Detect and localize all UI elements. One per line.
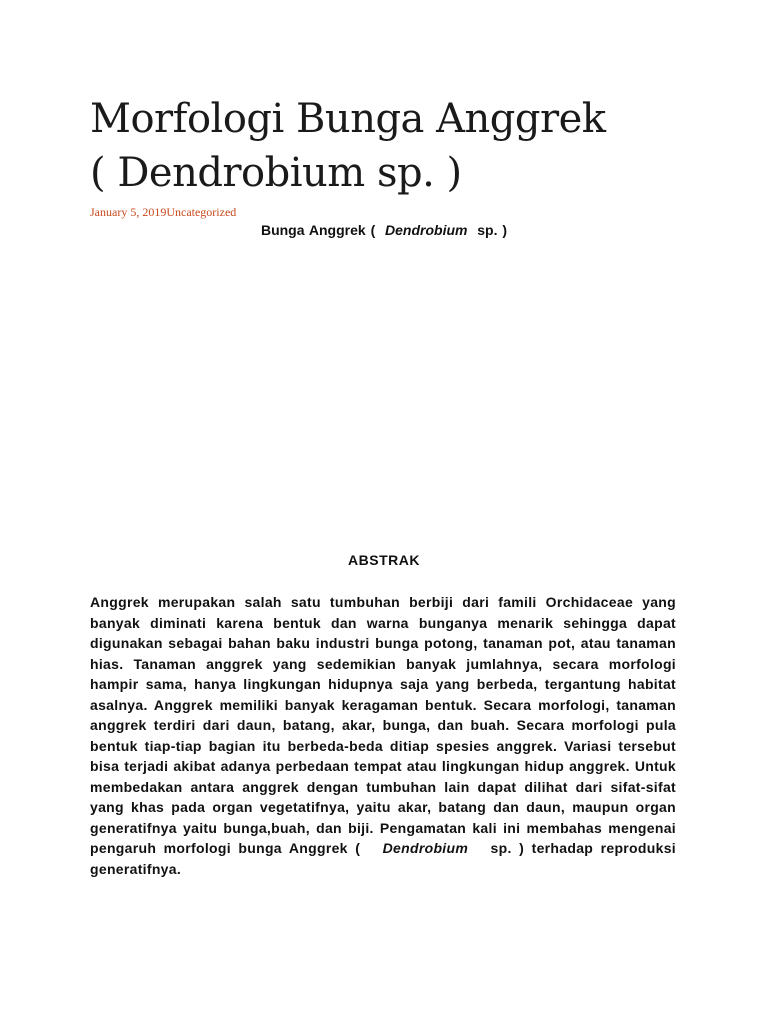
post-date-link[interactable]: January 5, 2019 [90,205,167,219]
abstract-text: Anggrek merupakan salah satu tumbuhan berbiji dari famili Orchidaceae yang banyak diminati karena bentuk dan warna bunganya menarik sehingga dapat digunakan sebagai bahan baku industri bunga potong, tanaman pot, atau tanaman hias. Tanaman anggrek yang sedemikian banyak jumlahnya, secara morfologi hampir sama, hanya lingkungan hidupnya saja yang berbeda, tergantung habitat asalnya. Anggrek memiliki banyak keragaman bentuk. Secara morfologi, tanaman anggrek terdiri dari daun, batang, akar, bunga, dan buah. Secara morfologi pula bentuk tiap-tiap bagian itu berbeda-beda ditiap spesies anggrek. Variasi tersebut bisa terjadi akibat adanya perbedaan tempat atau lingkungan hidup anggrek. Untuk membedakan antara anggrek dengan tumbuhan lain dapat dilihat dari sifat-sifat yang khas pada organ vegetatifnya, yaitu akar, batang dan daun, maupun organ generatifnya yaitu bunga,buah, dan biji. Pengamatan kali ini membahas mengenai pengaruh morfologi bunga Anggrek ( [90,594,676,856]
subtitle-prefix: Bunga Anggrek ( [260,222,386,238]
document-subtitle [0,220,768,240]
title-line-2: ( Dendrobium sp. ) [90,150,462,196]
abstract-genus: Dendrobium [382,840,469,856]
title-line-1: Morfologi Bunga Anggrek [90,96,606,142]
abstract-text-end: sp. ) terhadap reproduksi generatifnya. [90,840,676,877]
subtitle-suffix: sp. ) [467,222,508,238]
page-title [90,92,710,200]
post-meta [90,204,236,220]
abstract-heading: ABSTRAK [348,552,420,568]
subtitle-genus: Dendrobium [385,222,468,238]
category-link[interactable]: Uncategorized [166,205,237,219]
abstract-paragraph [90,592,676,879]
